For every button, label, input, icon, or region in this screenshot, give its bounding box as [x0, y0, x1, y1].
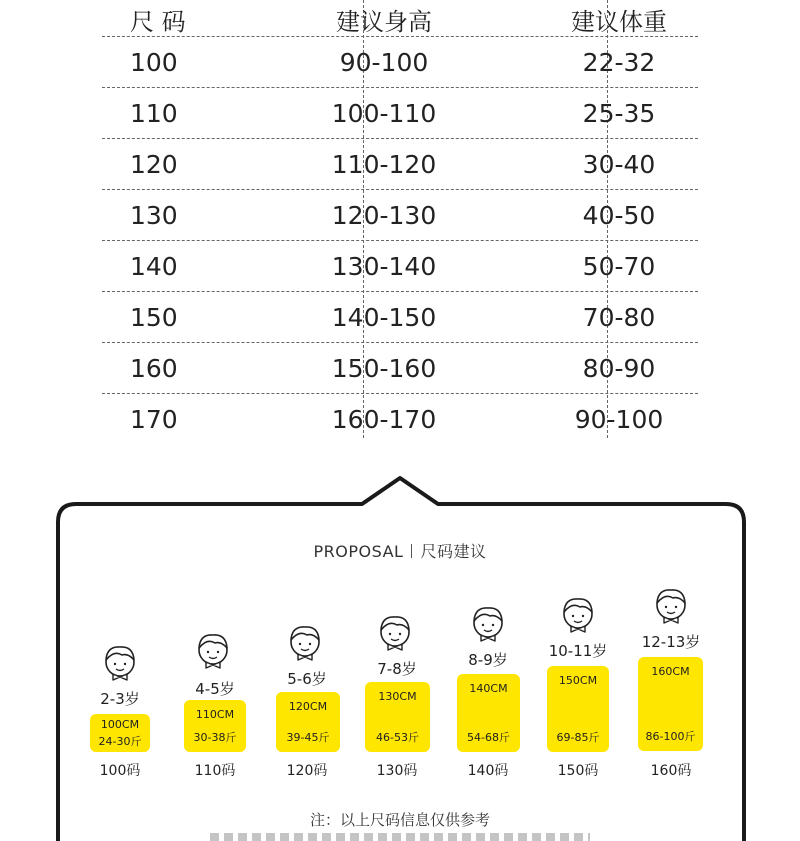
size-code: 100码 [99, 763, 141, 779]
size-code: 160码 [650, 763, 692, 779]
weight-value: 69-85斤 [556, 731, 600, 744]
weight-cell: 25-35 [582, 99, 656, 128]
height-cell: 90-100 [339, 48, 429, 77]
child-face-icon [558, 594, 598, 638]
child-face-icon [651, 585, 691, 629]
size-cell: 100 [130, 48, 178, 77]
weight-value: 30-38斤 [193, 731, 237, 744]
header-size: 尺 码 [130, 8, 186, 36]
size-code: 110码 [194, 763, 236, 779]
weight-cell: 40-50 [582, 201, 656, 230]
table-row [102, 139, 698, 190]
height-weight-box [90, 714, 150, 752]
weight-cell: 50-70 [582, 252, 656, 281]
weight-cell: 80-90 [582, 354, 656, 383]
table-row [102, 292, 698, 343]
table-row [102, 190, 698, 241]
height-cell: 150-160 [331, 354, 437, 383]
size-cell: 160 [130, 354, 178, 383]
height-cell: 140-150 [331, 303, 437, 332]
table-row [102, 394, 698, 445]
height-value: 140CM [469, 682, 508, 695]
child-face-icon [375, 612, 415, 656]
height-value: 160CM [651, 665, 690, 678]
size-table [102, 0, 698, 445]
child-face-icon [285, 622, 325, 666]
height-weight-box [184, 700, 246, 752]
age-label: 8-9岁 [468, 651, 508, 669]
weight-value: 54-68斤 [467, 731, 510, 744]
table-row [102, 37, 698, 88]
weight-cell: 90-100 [574, 405, 664, 434]
age-label: 7-8岁 [377, 660, 417, 678]
height-weight-box [547, 666, 609, 752]
height-weight-box [638, 657, 703, 751]
height-value: 100CM [100, 718, 140, 731]
proposal-title-cn: 尺码建议 [420, 542, 487, 561]
size-cell: 170 [130, 405, 178, 434]
table-row [102, 88, 698, 139]
height-value: 150CM [558, 674, 598, 687]
height-weight-box [276, 692, 340, 752]
height-value: 130CM [378, 690, 417, 703]
height-value: 110CM [195, 708, 235, 721]
size-code: 130码 [376, 763, 418, 779]
size-cell: 120 [130, 150, 178, 179]
age-label: 2-3岁 [100, 690, 140, 708]
cropped-text-decoration [210, 833, 590, 841]
header-weight: 建议体重 [571, 8, 667, 36]
height-cell: 110-120 [331, 150, 437, 179]
weight-cell: 70-80 [582, 303, 656, 332]
age-label: 10-11岁 [548, 642, 608, 660]
weight-value: 86-100斤 [645, 730, 696, 743]
weight-value: 24-30斤 [98, 735, 142, 748]
disclaimer-note: 注：以上尺码信息仅供参考 [309, 811, 490, 829]
size-cell: 150 [130, 303, 178, 332]
size-code: 150码 [557, 763, 599, 779]
size-code: 120码 [286, 763, 328, 779]
size-cell: 130 [130, 201, 178, 230]
child-face-icon [100, 642, 140, 686]
proposal-title-en: PROPOSAL [313, 542, 404, 561]
height-value: 120CM [288, 700, 328, 713]
weight-cell: 22-32 [582, 48, 656, 77]
size-cell: 140 [130, 252, 178, 281]
weight-value: 46-53斤 [376, 731, 419, 744]
height-cell: 130-140 [331, 252, 437, 281]
height-weight-box [365, 682, 430, 752]
size-cell: 110 [130, 99, 178, 128]
height-weight-box [457, 674, 520, 752]
age-label: 5-6岁 [287, 670, 327, 688]
age-label: 4-5岁 [195, 680, 235, 698]
size-code: 140码 [467, 763, 509, 779]
height-cell: 120-130 [331, 201, 437, 230]
table-row [102, 241, 698, 292]
weight-cell: 30-40 [582, 150, 656, 179]
child-face-icon [193, 630, 233, 674]
table-header-row [102, 0, 698, 37]
child-face-icon [468, 603, 508, 647]
height-cell: 160-170 [331, 405, 437, 434]
header-height: 建议身高 [336, 8, 432, 36]
age-label: 12-13岁 [641, 633, 701, 651]
table-row [102, 343, 698, 394]
weight-value: 39-45斤 [286, 731, 330, 744]
proposal-title [0, 539, 800, 562]
height-cell: 100-110 [331, 99, 437, 128]
